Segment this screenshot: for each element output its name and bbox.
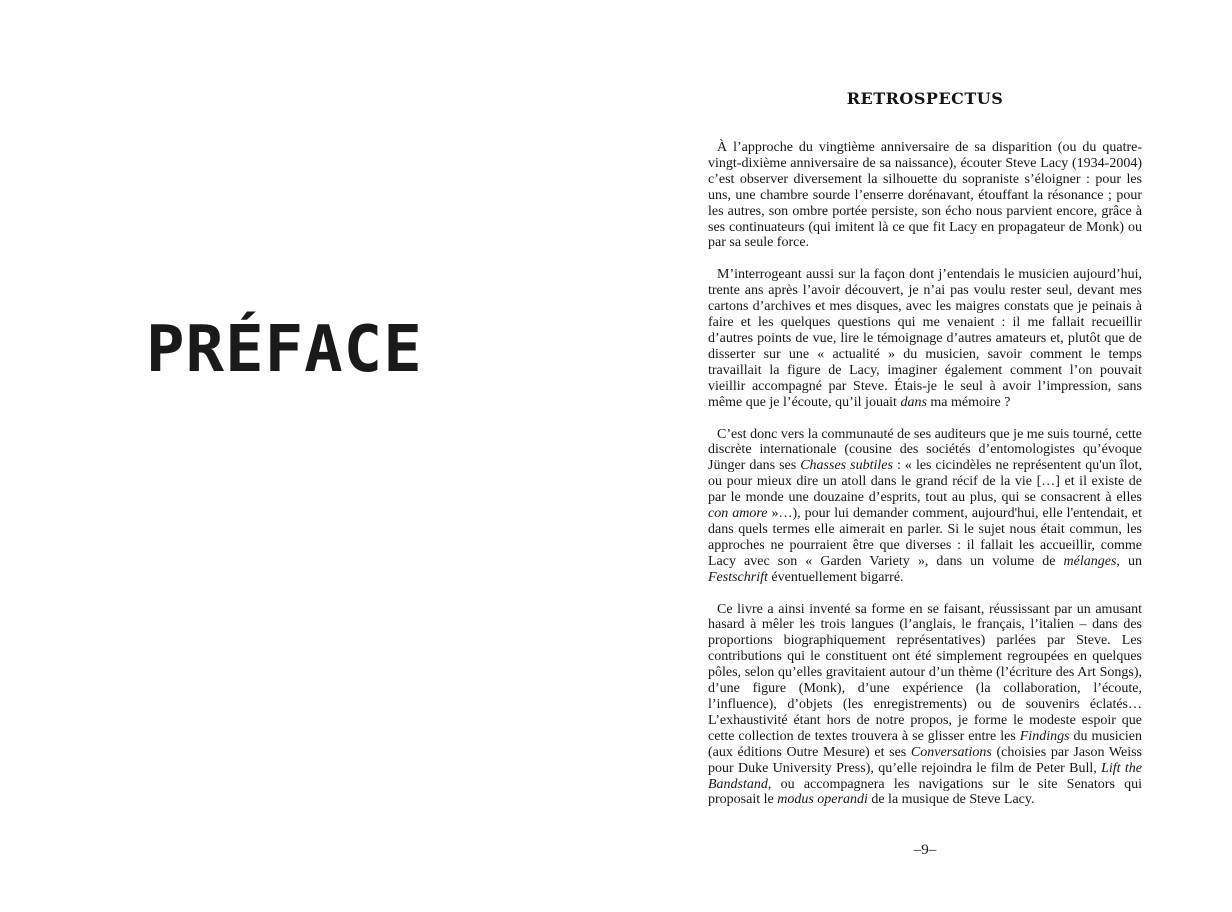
- page-number: –9–: [913, 842, 937, 858]
- body-text: [708, 140, 1142, 824]
- paragraph-text: , ou accompagnera les navigations sur le site Senators qui proposait le: [708, 776, 1142, 808]
- paragraph-text: de la musique de Steve Lacy.: [867, 792, 1035, 808]
- italic-text: Findings: [1019, 728, 1070, 744]
- paragraph-text: ma mémoire ?: [926, 394, 1011, 410]
- paragraph-text: éventuellement bigarré.: [767, 569, 904, 585]
- chapter-title: RETROSPECTUS: [846, 89, 1004, 108]
- italic-text: Conversations: [910, 744, 992, 760]
- paragraph: [708, 602, 1142, 809]
- italic-text: Chasses subtiles: [800, 458, 893, 474]
- paragraph-text: (choisies par Jason Weiss pour Duke University Press), qu’elle rejoindra le film de Peter Bull,: [708, 744, 1142, 776]
- italic-text: Lift the Bandstand: [708, 760, 1143, 792]
- paragraph-text: , un: [1116, 553, 1142, 569]
- paragraph-text: »…), pour lui demander comment, aujourd'hui, elle l'entendait, et dans quels termes elle aimerait en parler. Si le sujet nous était commun, les approches ne pourraient être que diverses : il fallait les accueillir, comme Lacy avec son « Garden Variety », dans un volume de: [708, 506, 1143, 569]
- paragraph-text: du musicien (aux éditions Outre Mesure) et ses: [708, 728, 1143, 760]
- section-title: PRÉFACE: [146, 313, 423, 387]
- italic-text: Festschrift: [708, 569, 768, 585]
- paragraph: [708, 140, 1142, 251]
- paragraph-text: À l’approche du vingtième anniversaire de sa disparition (ou du quatre-vingt-dixième anniversaire de sa naissance), écouter Steve Lacy (1934-2004) c’est observer diversement la silhouette du sopraniste s’éloigner : pour les uns, une chambre sourde l’enserre dorénavant, étouffant la résonance ; pour les autres, son ombre portée persiste, son écho nous parvient encore, grâce à ses continuateurs (qui imitent là ce que fit Lacy en propagateur de Monk) ou par sa seule force.: [708, 140, 1142, 251]
- paragraph-text: : « les cicindèles ne représentent qu'un îlot, ou pour mieux dire un atoll dans le grand récif de la vie […] et il existe de par le monde une douzaine d’esprits, tout au plus, qui se consacrent à elles: [708, 458, 1142, 506]
- paragraph-text: M’interrogeant aussi sur la façon dont j’entendais le musicien aujourd’hui, trente ans après l’avoir découvert, je n’ai pas voulu rester seul, devant mes cartons d’archives et mes disques, avec les maigres constats que je peinais à faire et les quelques questions qui me venaient : il me fallait recueillir d’autres points de vue, lire le témoignage d’autres amateurs et, plutôt que de disserter sur une « actualité » du musicien, savoir comment le temps travaillait la figure de Lacy, imaginer également comment l’on pouvait vieillir accompagné par Steve. Étais-je le seul à avoir l’impression, sans même que je l’écoute, qu’il jouait: [708, 267, 1142, 410]
- paragraph: [708, 267, 1142, 410]
- italic-text: con amore: [708, 506, 768, 522]
- right-page: [616, 0, 1232, 912]
- paragraph-text: C’est donc vers la communauté de ses auditeurs que je me suis tourné, cette discrète internationale (cousine des sociétés d’entomologistes qu’évoque Jünger dans ses: [708, 426, 1142, 474]
- italic-text: dans: [900, 394, 927, 410]
- paragraph-text: Ce livre a ainsi inventé sa forme en se faisant, réussissant par un amusant hasard à mêler les trois langues (l’anglais, le français, l’italien – dans des proportions biographiquement représentatives) parlées par Steve. Les contributions qui le constituent ont été simplement regroupées en quelques pôles, selon qu’elles gravitaient autour d’un thème (l’écriture des Art Songs), d’une figure (Monk), d’une expérience (la collaboration, l’écoute, l’influence), d’objets (les enregistrements) ou de souvenirs éclatés… L’exhaustivité étant hors de notre propos, je forme le modeste espoir que cette collection de textes trouvera à se glisser entre les: [708, 601, 1142, 744]
- italic-text: mélanges: [1063, 553, 1117, 569]
- italic-text: modus operandi: [777, 792, 868, 808]
- paragraph: [708, 427, 1142, 586]
